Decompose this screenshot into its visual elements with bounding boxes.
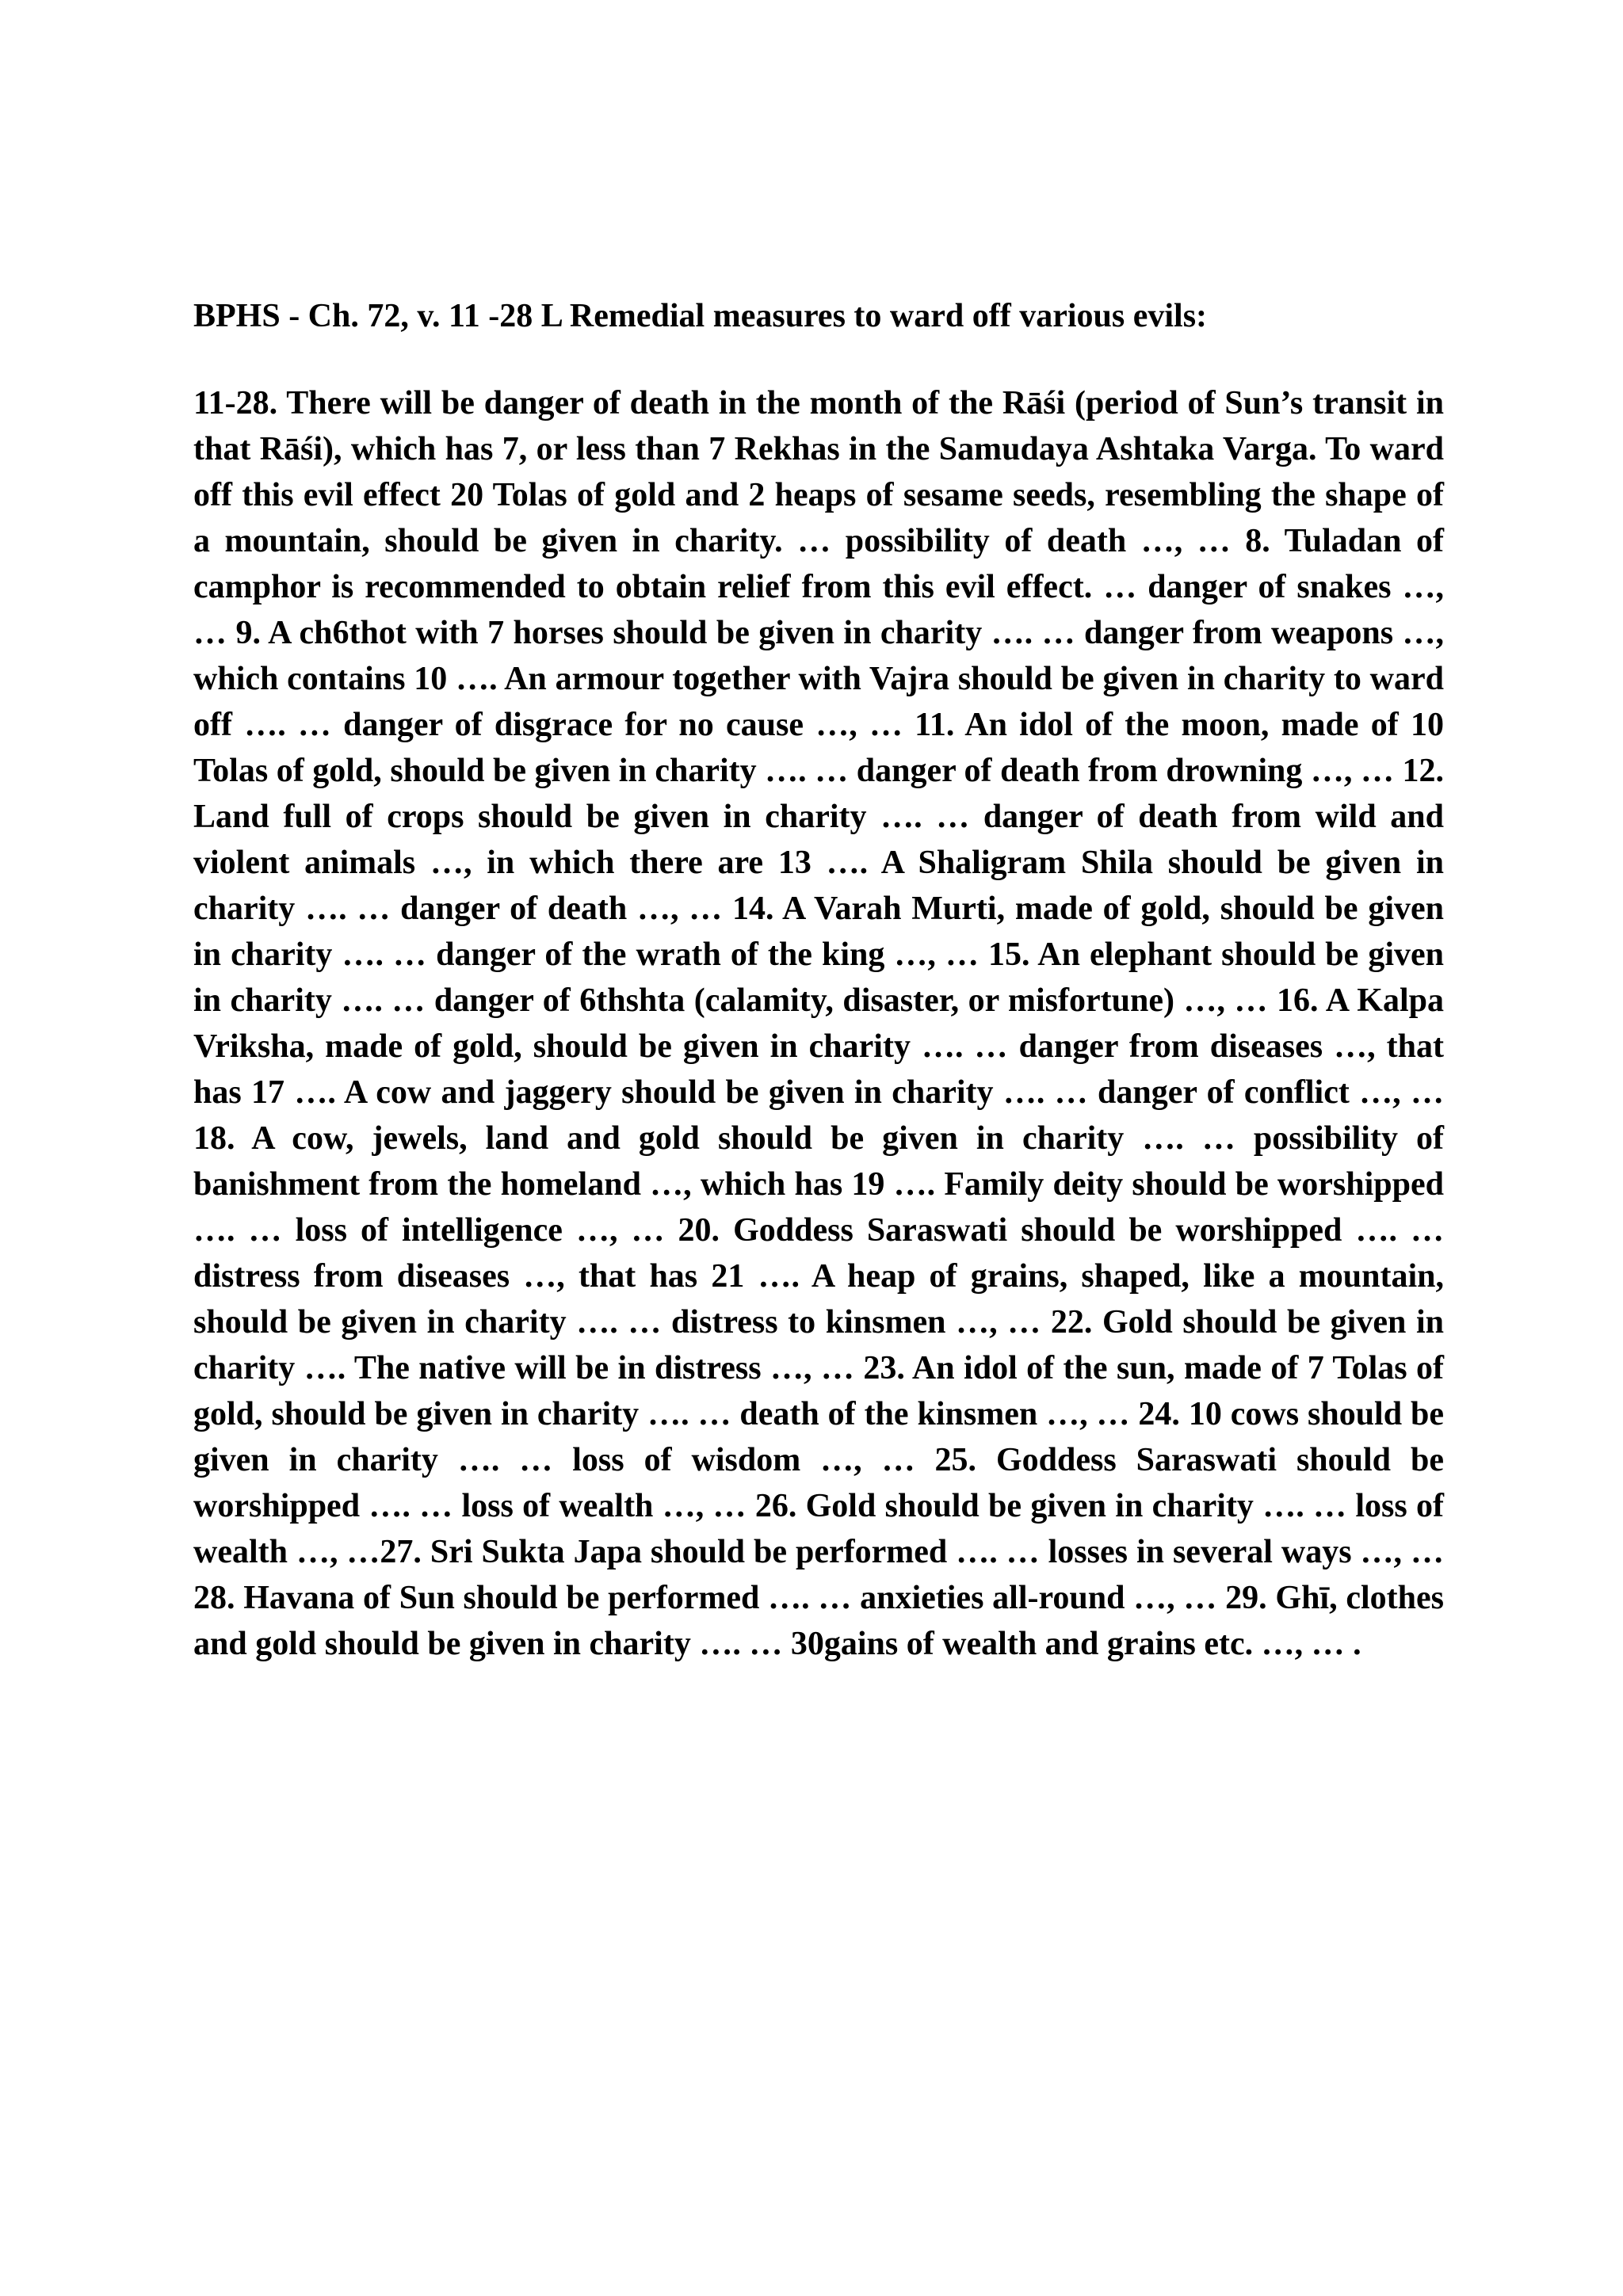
document-heading: BPHS - Ch. 72, v. 11 -28 L Remedial measures to ward off various evils:: [193, 298, 1208, 334]
document-page: [193, 293, 1444, 1667]
document-body-paragraph: 11-28. There will be danger of death in the month of the Rāśi (period of Sun’s transit in that Rāśi), which has 7, or less than 7 Rekhas in the Samudaya Ashtaka Varga. To ward off this evil effect 20 Tolas of gold and 2 heaps of sesame seeds, resembling the shape of a mountain, should be given in charity. … possibility of death …, … 8. Tuladan of camphor is recommended to obtain relief from this evil effect. … danger of snakes …, … 9. A ch6thot with 7 horses should be given in charity …. … danger from weapons …, which contains 10 …. An armour together with Vajra should be given in charity to ward off …. … danger of disgrace for no cause …, … 11. An idol of the moon, made of 10 Tolas of gold, should be given in charity …. … danger of death from drowning …, … 12. Land full of crops should be given in charity …. … danger of death from wild and violent animals …, in which there are 13 …. A Shaligram Shila should be given in charity …. … danger of death …, … 14. A Varah Murti, made of gold, should be given in charity …. … danger of the wrath of the king …, … 15. An elephant should be given in charity …. … danger of 6thshta (calamity, disaster, or misfortune) …, … 16. A Kalpa Vriksha, made of gold, should be given in charity …. … danger from diseases …, that has 17 …. A cow and jaggery should be given in charity …. … danger of conflict …, … 18. A cow, jewels, land and gold should be given in charity …. … possibility of banishment from the homeland …, which has 19 …. Family deity should be worshipped …. … loss of intelligence …, … 20. Goddess Saraswati should be worshipped …. … distress from diseases …, that has 21 …. A heap of grains, shaped, like a mountain, should be given in charity …. … distress to kinsmen …, … 22. Gold should be given in charity …. The native will be in distress …, … 23. An idol of the sun, made of 7 Tolas of gold, should be given in charity …. … death of the kinsmen …, … 24. 10 cows should be given in charity …. … loss of wisdom …, … 25. Goddess Saraswati should be worshipped …. … loss of wealth …, … 26. Gold should be given in charity …. … loss of wealth …, …27. Sri Sukta Japa should be performed …. … losses in several ways …, … 28. Havana of Sun should be performed …. … anxieties all-round …, … 29. Ghī, clothes and gold should be given in charity …. … 30gains of wealth and grains etc. …, … .: [193, 385, 1444, 1662]
